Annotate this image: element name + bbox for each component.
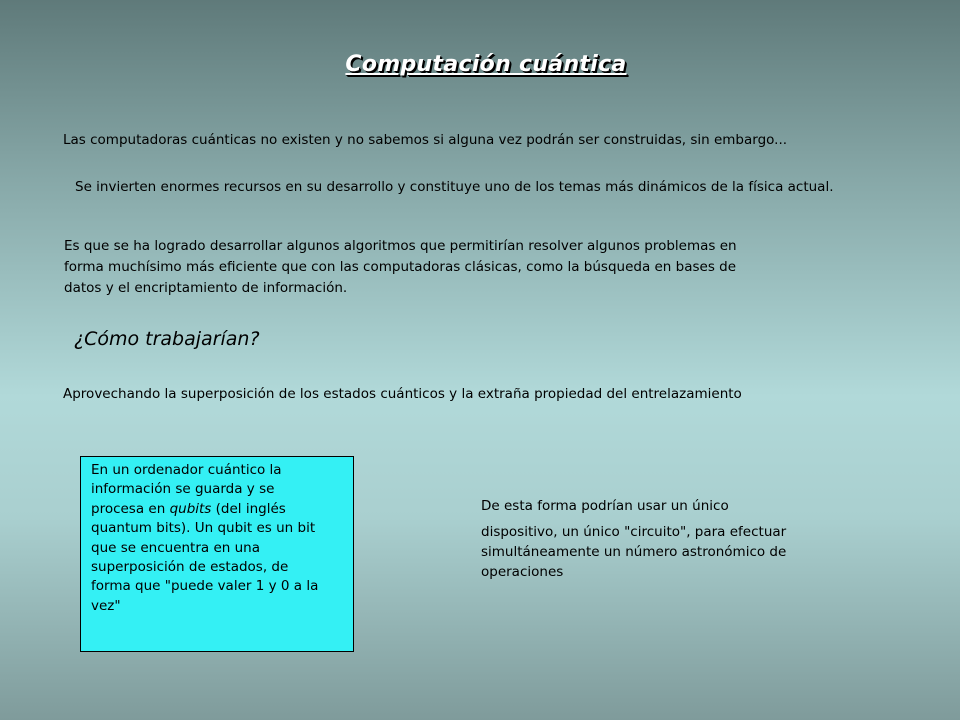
slide-title: Computación cuántica — [345, 52, 627, 77]
box-line — [91, 500, 343, 519]
right-text-line: dispositivo, un único "circuito", para efectuar — [481, 524, 787, 540]
right-text-line: operaciones — [481, 564, 564, 580]
algorithms-paragraph: Es que se ha logrado desarrollar algunos algoritmos que permitirían resolver algunos problemas en forma muchísimo más eficiente que con las computadoras clásicas, como la búsqueda en bases de datos y el encriptamiento de información. — [64, 238, 737, 296]
box-line: quantum bits). Un qubit es un bit — [91, 520, 316, 537]
investment-paragraph: Se invierten enormes recursos en su desarrollo y constituye uno de los temas más dinámicos de la física actual. — [75, 179, 834, 195]
box-line: información se guarda y se — [91, 481, 275, 498]
right-text-line: De esta forma podrían usar un único — [481, 498, 729, 514]
box-line: vez" — [91, 597, 121, 614]
intro-paragraph: Las computadoras cuánticas no existen y no sabemos si alguna vez podrán ser construidas, sin embargo... — [63, 132, 788, 148]
right-text-line: simultáneamente un número astronómico de — [481, 544, 787, 560]
box-text: procesa en — [91, 500, 170, 517]
qubit-info-box — [80, 456, 354, 652]
superposition-paragraph: Aprovechando la superposición de los estados cuánticos y la extraña propiedad del entrelazamiento — [63, 386, 742, 402]
box-line: En un ordenador cuántico la — [91, 462, 282, 478]
box-text: (del inglés — [211, 500, 286, 517]
right-text-block — [481, 522, 786, 582]
box-line: forma que "puede valer 1 y 0 a la — [91, 578, 319, 595]
box-line: que se encuentra en una — [91, 539, 261, 556]
box-line: superposición de estados, de — [91, 559, 289, 576]
question-heading: ¿Cómo trabajarían? — [74, 328, 260, 350]
qubits-italic-term: qubits — [169, 500, 212, 517]
